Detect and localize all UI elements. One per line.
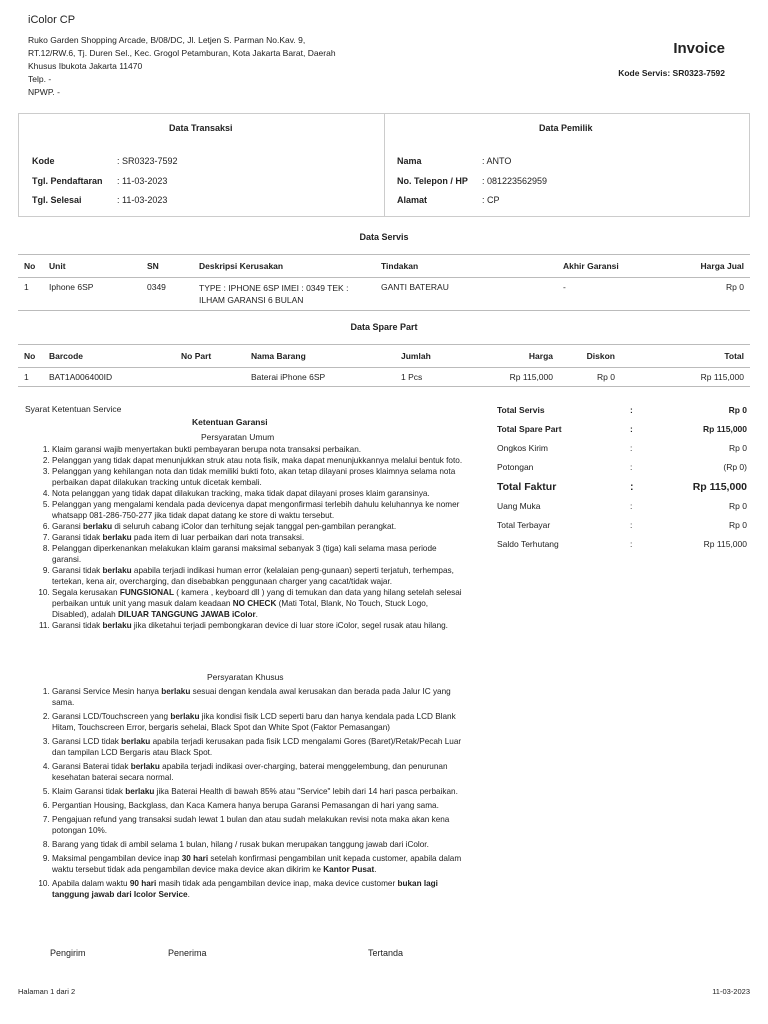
- summary-row: [497, 520, 747, 539]
- summary-colon: :: [630, 481, 634, 493]
- special-term-item: 9. Maksimal pengambilan device inap 30 hari setelah konfirmasi pengambilan unit kepada customer, apabila dalam waktu tersebut tidak ada pengambilan device maka device akan dikirim ke Kantor Pusat.: [52, 853, 464, 875]
- summary-row: [497, 462, 747, 481]
- summary-value: Rp 0: [729, 501, 747, 511]
- field-value: : 11-03-2023: [117, 176, 168, 186]
- col-header: Barcode: [43, 345, 175, 368]
- sign-sender: Pengirim: [50, 948, 86, 958]
- summary-row: [497, 405, 747, 424]
- summary-value: Rp 0: [729, 443, 747, 453]
- page-number: Halaman 1 dari 2: [18, 987, 76, 996]
- service-code: Kode Servis: SR0323-7592: [618, 68, 725, 78]
- cell: Rp 0: [559, 368, 621, 387]
- summary-value: Rp 115,000: [703, 539, 747, 549]
- summary-value: (Rp 0): [723, 462, 747, 472]
- sign-receiver: Penerima: [168, 948, 207, 958]
- company-address: [28, 34, 388, 99]
- summary-label: Total Servis: [497, 405, 545, 415]
- general-term-item: 3. Pelanggan yang kehilangan nota dan tidak memiliki bukti foto, akan tetap dilayani proses klaimnya selama nota perbaikan dapat dilakukan tracking untuk dicetak kembali.: [52, 466, 464, 488]
- npwp-line: NPWP. -: [28, 87, 60, 97]
- cell: 1: [18, 278, 43, 311]
- col-header: Total: [621, 345, 750, 368]
- field-label: No. Telepon / HP: [397, 176, 468, 186]
- transaksi-title: Data Transaksi: [169, 123, 233, 133]
- col-header: No: [18, 255, 43, 278]
- summary-colon: :: [630, 405, 633, 415]
- address-line: Khusus Ibukota Jakarta 11470: [28, 61, 143, 71]
- col-header: Diskon: [559, 345, 621, 368]
- summary-label: Saldo Terhutang: [497, 539, 559, 549]
- table-row: [18, 278, 750, 311]
- summary-row: [497, 501, 747, 520]
- summary-row: [497, 539, 747, 558]
- terms-heading: Syarat Ketentuan Service: [25, 404, 122, 414]
- cell: GANTI BATERAU: [375, 278, 557, 311]
- servis-title: Data Servis: [359, 232, 409, 242]
- summary-colon: :: [630, 424, 633, 434]
- special-terms-list: [18, 686, 464, 900]
- cell: 0349: [141, 278, 193, 311]
- col-header: Deskripsi Kerusakan: [193, 255, 375, 278]
- general-term-item: 6. Garansi berlaku di seluruh cabang iColor dan terhitung sejak tanggal pen-gambilan perangkat.: [52, 521, 464, 532]
- col-header: Unit: [43, 255, 141, 278]
- summary-colon: :: [630, 501, 633, 511]
- special-term-item: 2. Garansi LCD/Touchscreen yang berlaku jika kondisi fisik LCD seperti baru dan hanya kendala pada LCD Blank Hitam, Touchscreen Error, bergaris sehelai, Black Spot dan White Spot (Faktor Pemasangan): [52, 711, 464, 733]
- cell: Rp 115,000: [487, 368, 559, 387]
- field-label: Alamat: [397, 195, 428, 205]
- table-header-row: [18, 345, 750, 368]
- field-value: : 081223562959: [482, 176, 548, 186]
- summary-row: [497, 481, 747, 501]
- cell: Baterai iPhone 6SP: [245, 368, 395, 387]
- field-value: : ANTO: [482, 156, 512, 166]
- sign-authorized: Tertanda: [368, 948, 404, 958]
- special-term-item: 5. Klaim Garansi tidak berlaku jika Baterai Health di bawah 85% atau "Service" lebih dari 14 hari pasca perbaikan.: [52, 786, 464, 797]
- general-term-item: 10. Segala kerusakan FUNGSIONAL ( kamera , keyboard dll ) yang di temukan dan data yang hilang setelah selesai perbaikan untuk unit yang masuk dalam keadaan NO CHECK (Mati Total, Blank, No Touch, Stuck Logo, Disabled), adalah DILUAR TANGGUNG JAWAB iColor.: [52, 587, 464, 620]
- sparepart-table: [18, 344, 750, 387]
- summary-colon: :: [630, 539, 633, 549]
- special-terms: [18, 686, 464, 903]
- field-value: : 11-03-2023: [117, 195, 168, 205]
- general-terms: [18, 444, 464, 631]
- cell: Iphone 6SP: [43, 278, 141, 311]
- cell: 1: [18, 368, 43, 387]
- summary-value: Rp 115,000: [692, 481, 747, 493]
- cell: Rp 115,000: [621, 368, 750, 387]
- general-term-item: 1. Klaim garansi wajib menyertakan bukti pembayaran berupa nota transaksi perbaikan.: [52, 444, 464, 455]
- general-term-item: 11. Garansi tidak berlaku jika diketahui terjadi pembongkaran device di luar store iColor, segel rusak atau hilang.: [52, 620, 464, 631]
- sparepart-title: Data Spare Part: [350, 322, 418, 332]
- field-label: Nama: [397, 156, 422, 166]
- print-date: 11-03-2023: [712, 987, 750, 996]
- summary-value: Rp 0: [729, 520, 747, 530]
- payment-summary: [497, 405, 747, 558]
- col-header: Harga Jual: [663, 255, 750, 278]
- col-header: Harga: [487, 345, 559, 368]
- special-term-item: 1. Garansi Service Mesin hanya berlaku sesuai dengan kendala awal kerusakan dan berada pada Jalur IC yang sama.: [52, 686, 464, 708]
- special-term-item: 8. Barang yang tidak di ambil selama 1 bulan, hilang / rusak bukan merupakan tanggung jawab dari iColor.: [52, 839, 464, 850]
- company-name: iColor CP: [28, 14, 76, 26]
- cell: BAT1A006400ID: [43, 368, 175, 387]
- cell: Rp 0: [663, 278, 750, 311]
- special-term-item: 10. Apabila dalam waktu 90 hari masih tidak ada pengambilan device inap, maka device customer bukan lagi tanggung jawab dari Icolor Service.: [52, 878, 464, 900]
- col-header: SN: [141, 255, 193, 278]
- cell: TYPE : IPHONE 6SP IMEI : 0349 TEK : ILHAM GARANSI 6 BULAN: [193, 278, 375, 311]
- summary-colon: :: [630, 520, 633, 530]
- summary-label: Total Terbayar: [497, 520, 551, 530]
- summary-label: Uang Muka: [497, 501, 541, 511]
- field-label: Kode: [32, 156, 55, 166]
- general-term-item: 8. Pelanggan diperkenankan melakukan klaim garansi maksimal sebanyak 3 (tiga) kali selama masa periode garansi.: [52, 543, 464, 565]
- summary-label: Ongkos Kirim: [497, 443, 549, 453]
- general-term-item: 7. Garansi tidak berlaku pada item di luar perbaikan dari nota transaksi.: [52, 532, 464, 543]
- col-header: Jumlah: [395, 345, 487, 368]
- field-value: : SR0323-7592: [117, 156, 178, 166]
- general-term-item: 4. Nota pelanggan yang tidak dapat dilakukan tracking, maka tidak dapat dilayani proses klaim garansinya.: [52, 488, 464, 499]
- phone-line: Telp. -: [28, 74, 52, 84]
- cell: -: [557, 278, 663, 311]
- col-header: Nama Barang: [245, 345, 395, 368]
- box-divider: [384, 114, 385, 216]
- general-terms-list: [18, 444, 464, 631]
- table-row: [18, 368, 750, 387]
- col-header: No: [18, 345, 43, 368]
- warranty-title: Ketentuan Garansi: [192, 417, 268, 427]
- summary-label: Total Spare Part: [497, 424, 562, 434]
- summary-colon: :: [630, 443, 633, 453]
- general-terms-title: Persyaratan Umum: [201, 432, 275, 442]
- cell: [175, 368, 245, 387]
- summary-label: Total Faktur: [497, 481, 557, 493]
- general-term-item: 9. Garansi tidak berlaku apabila terjadi indikasi human error (kelalaian peng-gunaan) seperti terjatuh, terhempas, tertekan, kena air, overcharging, dan disebabkan penggunaan charger yang cacat/tidak wajar.: [52, 565, 464, 587]
- table-header-row: [18, 255, 750, 278]
- servis-table: [18, 254, 750, 311]
- address-line: Ruko Garden Shopping Arcade, B/08/DC, Jl. Letjen S. Parman No.Kav. 9,: [28, 35, 306, 45]
- summary-label: Potongan: [497, 462, 534, 472]
- field-label: Tgl. Pendaftaran: [32, 176, 103, 186]
- summary-value: Rp 115,000: [703, 424, 747, 434]
- general-term-item: 5. Pelanggan yang mengalami kendala pada devicenya dapat mengonfirmasi terlebih dahulu keluhannya ke nomer whatsapp 081-286-750-277 jika tidak dapat datang ke store di waktu tersebut.: [52, 499, 464, 521]
- col-header: No Part: [175, 345, 245, 368]
- address-line: RT.12/RW.6, Tj. Duren Sel., Kec. Grogol Petamburan, Kota Jakarta Barat, Daerah: [28, 48, 336, 58]
- cell: 1 Pcs: [395, 368, 487, 387]
- field-value: : CP: [482, 195, 500, 205]
- summary-row: [497, 443, 747, 462]
- general-term-item: 2. Pelanggan yang tidak dapat menunjukkan struk atau nota fisik, maka dapat menunjukkannya melalui bentuk foto.: [52, 455, 464, 466]
- special-term-item: 7. Pengajuan refund yang transaksi sudah lewat 1 bulan dan atau sudah melakukan revisi nota maka akan kena potongan 10%.: [52, 814, 464, 836]
- field-label: Tgl. Selesai: [32, 195, 82, 205]
- col-header: Akhir Garansi: [557, 255, 663, 278]
- summary-value: Rp 0: [728, 405, 747, 415]
- summary-row: [497, 424, 747, 443]
- info-box: [18, 113, 750, 217]
- invoice-title: Invoice: [673, 40, 725, 57]
- summary-colon: :: [630, 462, 633, 472]
- special-term-item: 4. Garansi Baterai tidak berlaku apabila terjadi indikasi over-charging, baterai menggelembung, dan penurunan kesehatan baterai secara normal.: [52, 761, 464, 783]
- special-term-item: 3. Garansi LCD tidak berlaku apabila terjadi kerusakan pada fisik LCD mengalami Gores (Baret)/Retak/Pecah Luar dan tampilan LCD Bergaris atau Black Spot.: [52, 736, 464, 758]
- col-header: Tindakan: [375, 255, 557, 278]
- pemilik-title: Data Pemilik: [539, 123, 593, 133]
- special-term-item: 6. Pergantian Housing, Backglass, dan Kaca Kamera hanya berupa Garansi Pemasangan di hari yang sama.: [52, 800, 464, 811]
- special-terms-title: Persyaratan Khusus: [207, 672, 284, 682]
